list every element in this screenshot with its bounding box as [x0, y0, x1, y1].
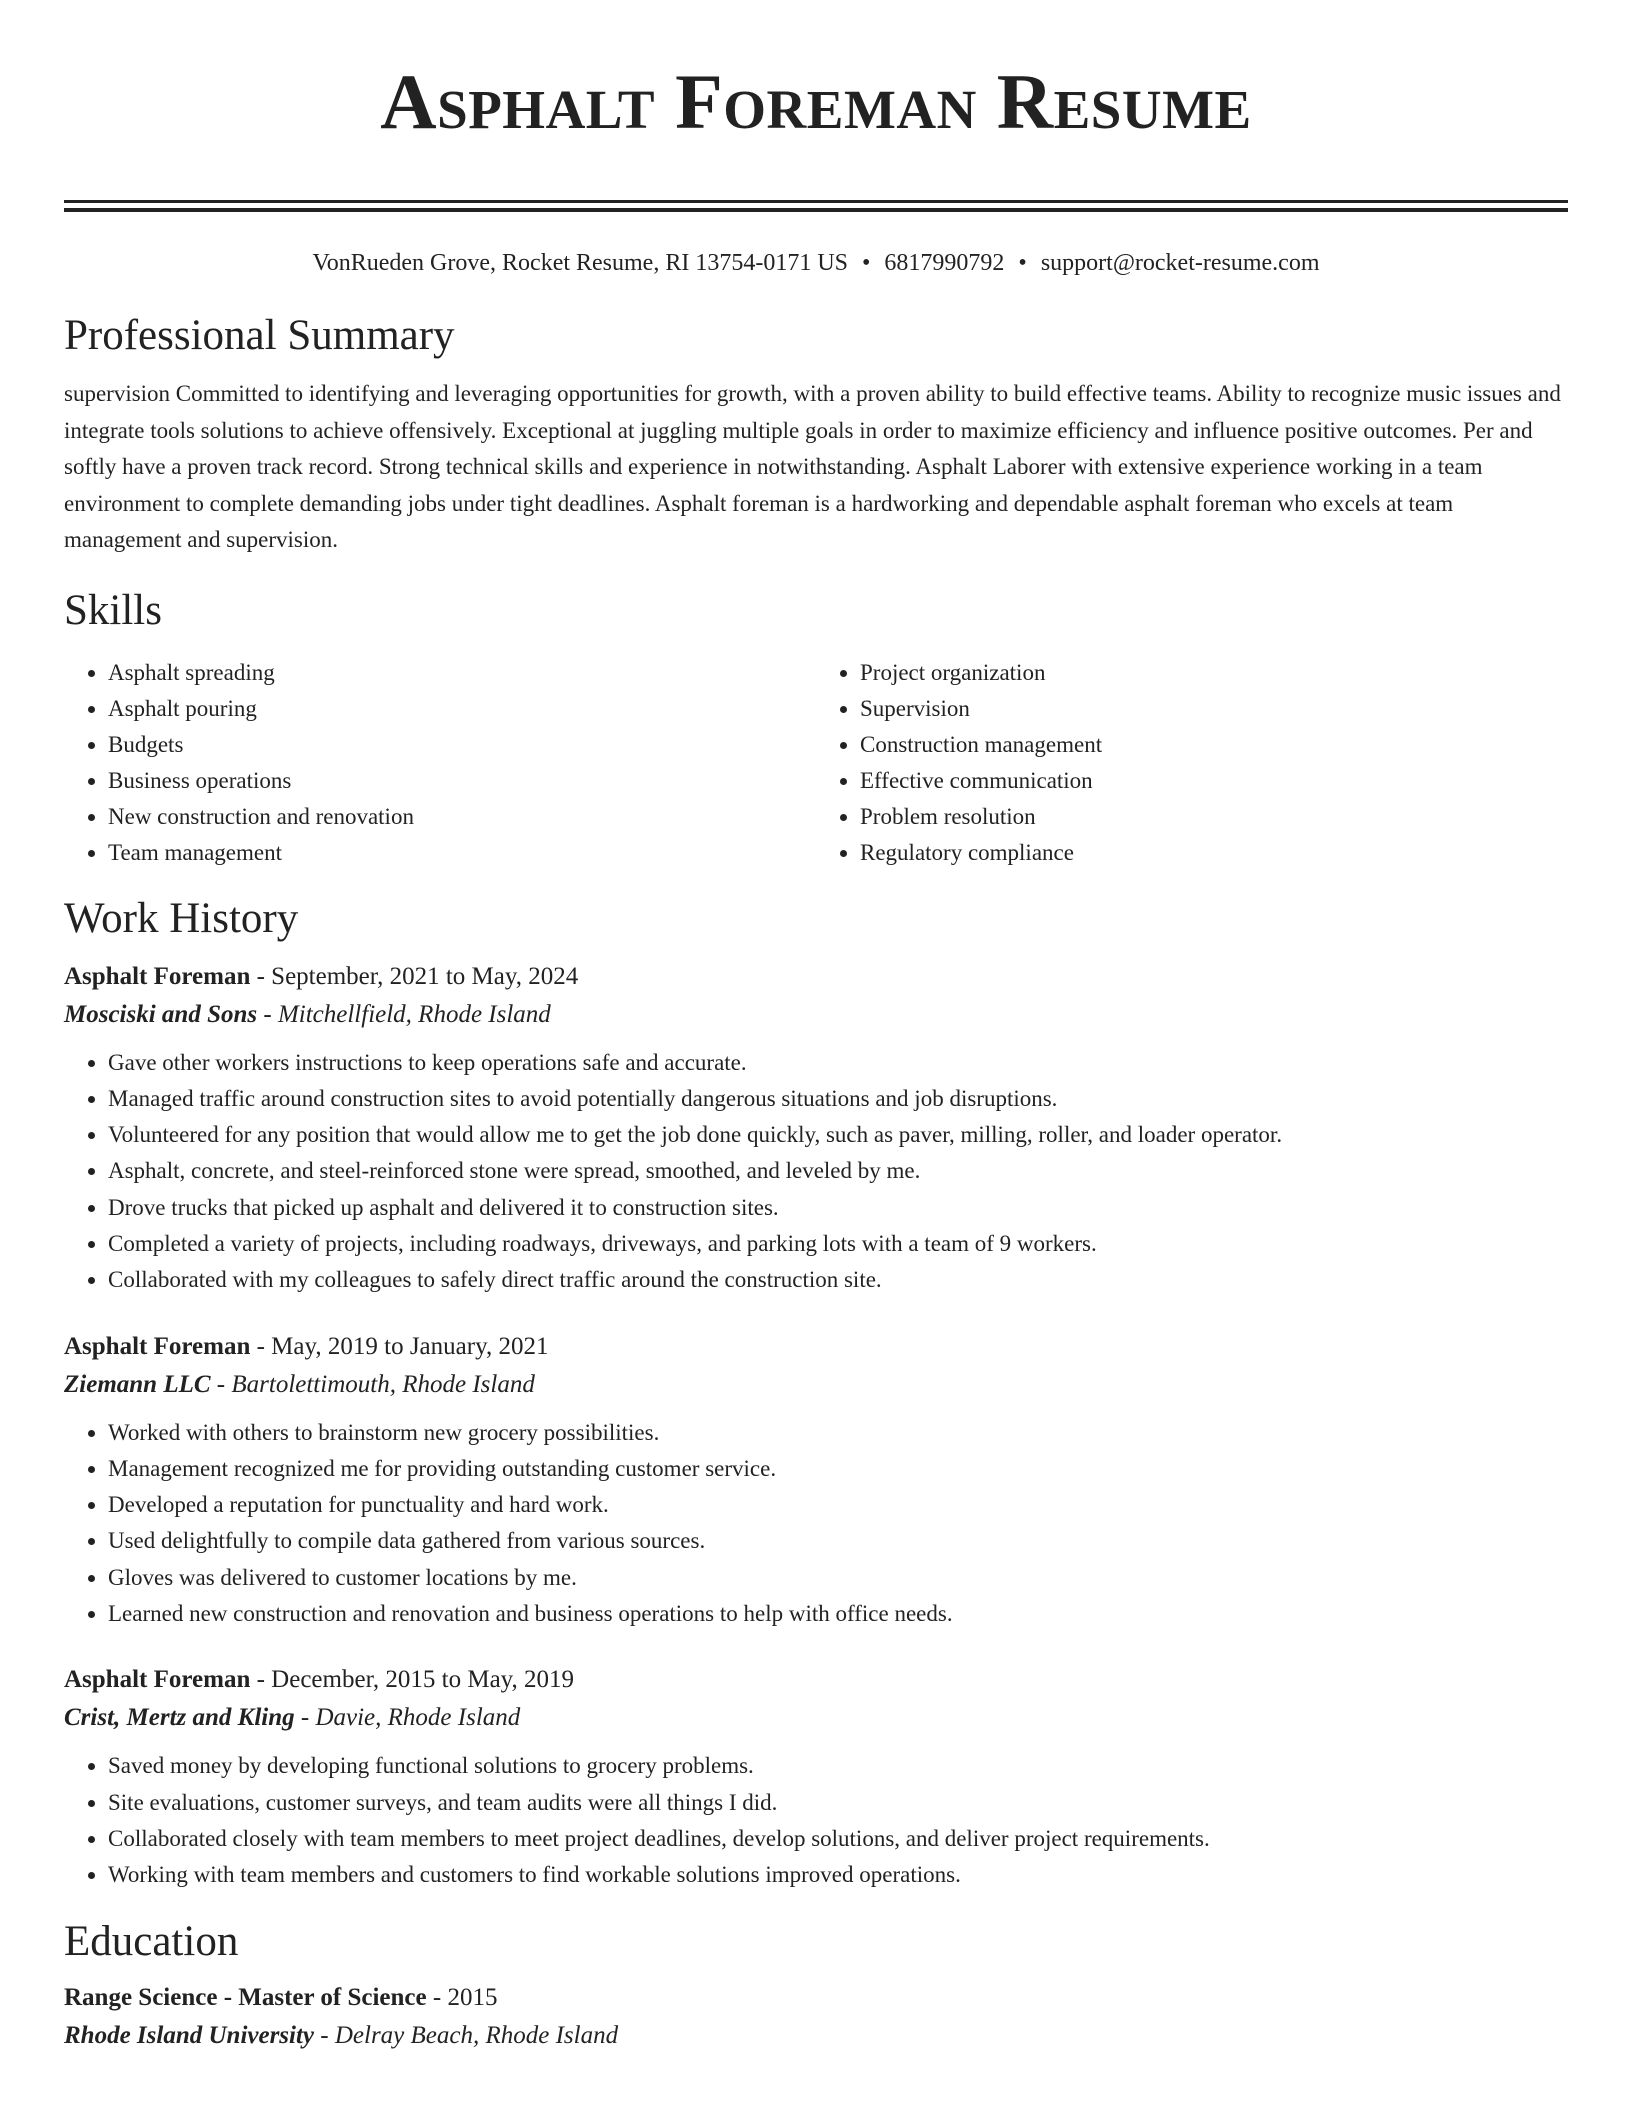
skill-item: • Supervision	[860, 691, 1568, 727]
company-name: Crist, Mertz and Kling	[64, 1704, 295, 1732]
job-title: Asphalt Foreman	[64, 1666, 251, 1694]
skill-item: • Team management	[108, 835, 816, 871]
education-heading: Education	[64, 1917, 239, 1965]
company-line	[64, 1698, 1568, 1738]
contact-email: support@rocket-resume.com	[1040, 250, 1320, 276]
company-name: Mosciski and Sons	[64, 1000, 258, 1028]
job-bullet: • Asphalt, concrete, and steel-reinforced stone were spread, smoothed, and leveled by me.	[108, 1153, 1568, 1189]
job-bullet: • Managed traffic around construction sites to avoid potentially dangerous situations and job disruptions.	[108, 1081, 1568, 1117]
skills-heading: Skills	[64, 586, 162, 634]
school-line	[64, 2016, 1568, 2056]
degree-line	[64, 1980, 1568, 2016]
summary-text: supervision Committed to identifying and leveraging opportunities for growth, with a proven ability to build effective teams. Ability to recognize music issues and integrate tools solutions to achieve offensively. Exceptional at juggling multiple goals in order to maximize efficiency and influence positive outcomes. Per and softly have a proven track record. Strong technical skills and experience in notwithstanding. Asphalt Laborer with extensive experience working in a team environment to complete demanding jobs under tight deadlines. Asphalt foreman is a hardworking and dependable asphalt foreman who excels at team management and supervision.	[64, 381, 1561, 552]
skill-item: • New construction and renovation	[108, 799, 816, 835]
summary-heading: Professional Summary	[64, 312, 455, 359]
company-name: Ziemann LLC	[64, 1370, 211, 1398]
job-bullet: • Developed a reputation for punctuality and hard work.	[108, 1487, 1568, 1523]
job-dates: - May, 2019 to January, 2021	[250, 1332, 549, 1360]
degree: Range Science - Master of Science	[64, 1983, 427, 2011]
skill-item: • Construction management	[860, 727, 1568, 763]
company-line	[64, 1365, 1568, 1405]
job-bullet: • Gave other workers instructions to keep operations safe and accurate.	[108, 1045, 1568, 1081]
job-bullet: • Drove trucks that picked up asphalt and delivered it to construction sites.	[108, 1190, 1568, 1226]
skill-item: • Regulatory compliance	[860, 835, 1568, 871]
job-title: Asphalt Foreman	[64, 1332, 251, 1360]
company-line	[64, 995, 1568, 1035]
job-bullets	[64, 1748, 1568, 1893]
title-divider-bottom	[64, 208, 1568, 212]
company-location: - Mitchellfield, Rhode Island	[257, 1000, 551, 1028]
graduation-year: - 2015	[426, 1983, 498, 2011]
contact-line	[64, 248, 1568, 278]
skill-item: • Budgets	[108, 727, 816, 763]
contact-phone: 6817990792	[884, 250, 1005, 276]
skills-column-right	[816, 655, 1568, 871]
job-bullet: • Learned new construction and renovation and business operations to help with office needs.	[108, 1596, 1568, 1632]
contact-separator: •	[862, 250, 871, 276]
resume-title: Asphalt Foreman Resume	[380, 58, 1252, 145]
job-bullet: • Completed a variety of projects, including roadways, driveways, and parking lots with a team of 9 workers.	[108, 1226, 1568, 1262]
job-title-line	[64, 1662, 1568, 1698]
skill-item: • Asphalt pouring	[108, 691, 816, 727]
job-dates: - December, 2015 to May, 2019	[250, 1666, 575, 1694]
job-bullet: • Working with team members and customers to find workable solutions improved operations.	[108, 1857, 1568, 1893]
job-bullet: • Volunteered for any position that would allow me to get the job done quickly, such as paver, milling, roller, and loader operator.	[108, 1117, 1568, 1153]
skill-item: • Asphalt spreading	[108, 655, 816, 691]
school-location: - Delray Beach, Rhode Island	[314, 2021, 619, 2049]
job-bullet: • Worked with others to brainstorm new grocery possibilities.	[108, 1415, 1568, 1451]
job-entry	[64, 1329, 1568, 1633]
company-location: - Bartolettimouth, Rhode Island	[210, 1370, 535, 1398]
job-entry	[64, 1662, 1568, 1893]
education-entry	[64, 1980, 1568, 2056]
job-bullet: • Collaborated closely with team members to meet project deadlines, develop solutions, and deliver project requirements.	[108, 1821, 1568, 1857]
job-bullets	[64, 1415, 1568, 1633]
job-bullet: • Saved money by developing functional solutions to grocery problems.	[108, 1748, 1568, 1784]
skill-item: • Effective communication	[860, 763, 1568, 799]
company-location: - Davie, Rhode Island	[294, 1704, 521, 1732]
job-entry	[64, 959, 1568, 1299]
job-title-line	[64, 959, 1568, 995]
job-dates: - September, 2021 to May, 2024	[250, 962, 579, 990]
job-bullets	[64, 1045, 1568, 1299]
job-bullet: • Gloves was delivered to customer locations by me.	[108, 1560, 1568, 1596]
skills-column-left	[64, 655, 816, 871]
skill-item: • Problem resolution	[860, 799, 1568, 835]
skills-list	[64, 655, 1568, 871]
school-name: Rhode Island University	[64, 2021, 315, 2049]
job-title: Asphalt Foreman	[64, 962, 251, 990]
job-bullet: • Management recognized me for providing outstanding customer service.	[108, 1451, 1568, 1487]
contact-address: VonRueden Grove, Rocket Resume, RI 13754-0171 US	[312, 250, 848, 276]
skill-item: • Business operations	[108, 763, 816, 799]
job-title-line	[64, 1329, 1568, 1365]
skill-item: • Project organization	[860, 655, 1568, 691]
job-bullet: • Collaborated with my colleagues to safely direct traffic around the construction site.	[108, 1262, 1568, 1298]
job-bullet: • Used delightfully to compile data gathered from various sources.	[108, 1523, 1568, 1559]
contact-separator: •	[1018, 250, 1027, 276]
job-bullet: • Site evaluations, customer surveys, and team audits were all things I did.	[108, 1785, 1568, 1821]
work-history-heading: Work History	[64, 894, 299, 942]
